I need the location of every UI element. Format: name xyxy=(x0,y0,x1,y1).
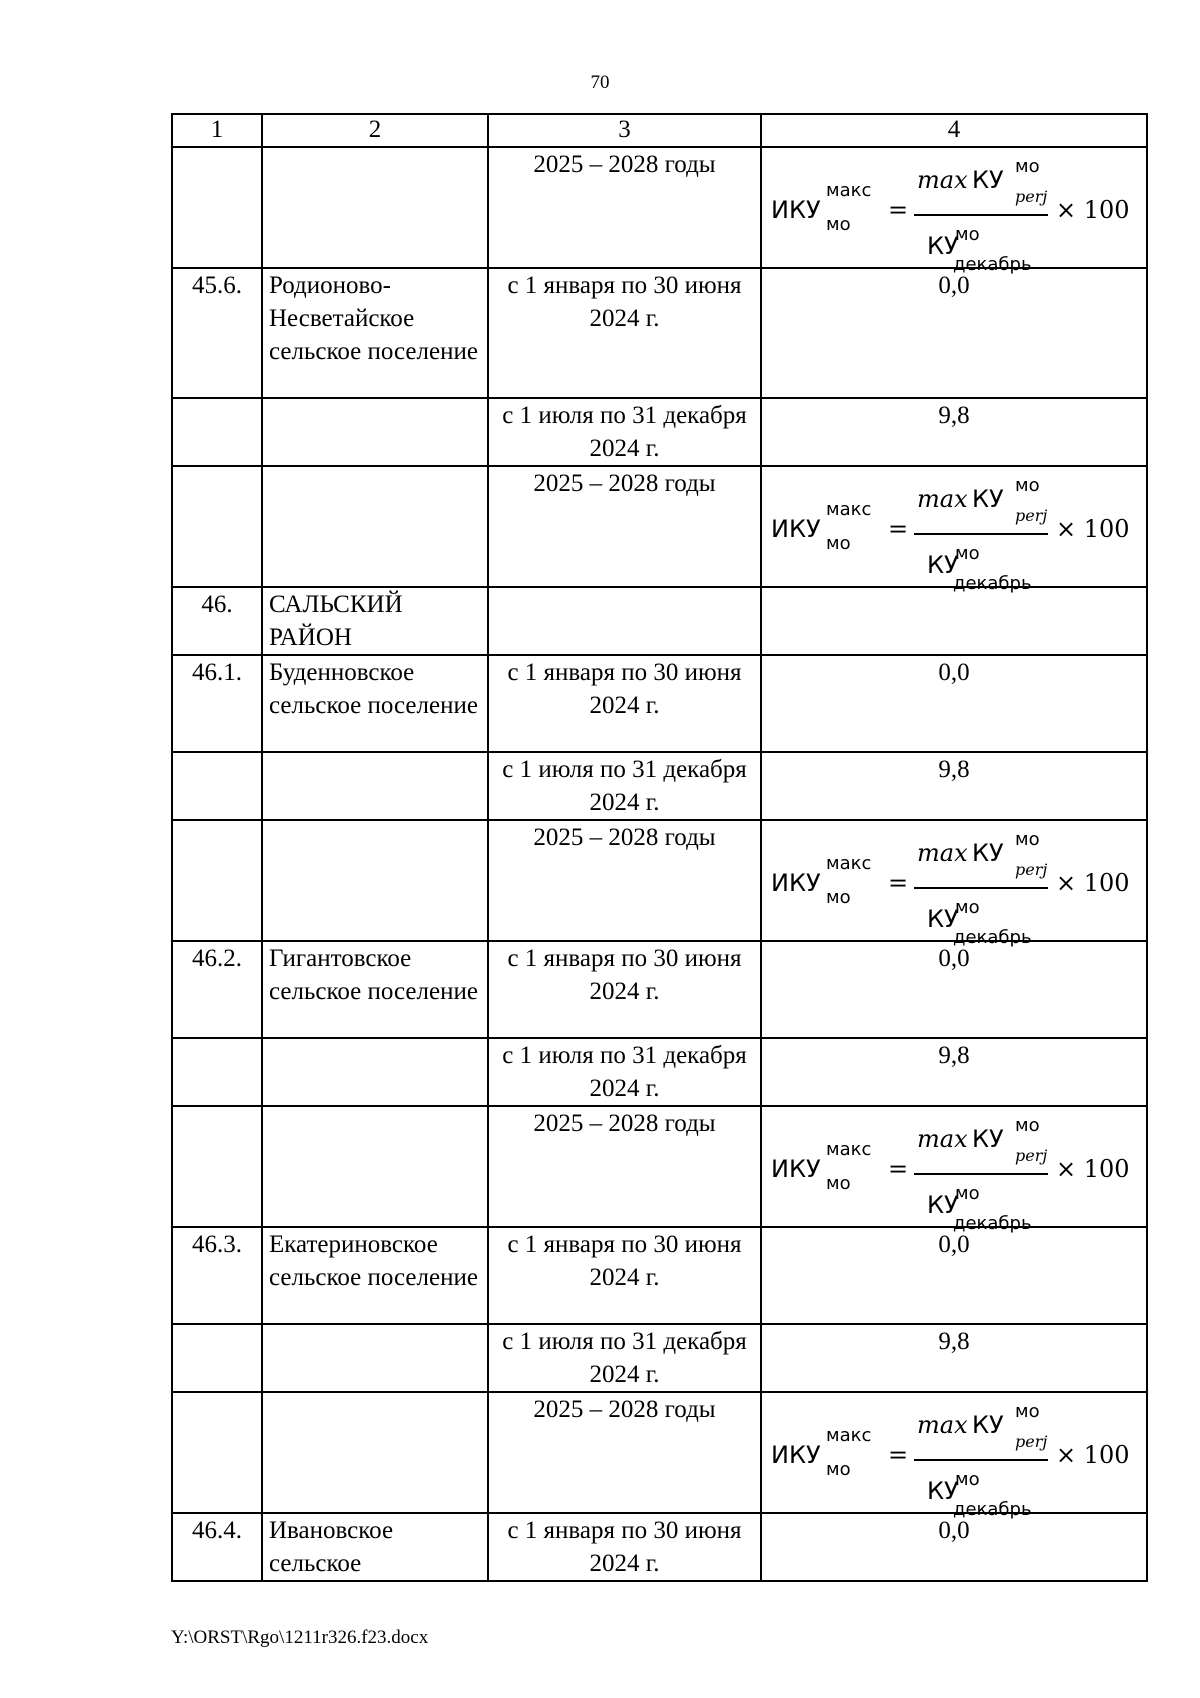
formula-denominator xyxy=(915,1177,1055,1234)
table-row xyxy=(172,466,1147,587)
formula-cell xyxy=(761,1392,1147,1520)
table-row xyxy=(172,1324,1147,1392)
formula-lhs-sup: макс xyxy=(826,180,872,201)
municipality-name: Екатериновское сельское поселение xyxy=(262,1227,488,1324)
formula-numer-sup: мо xyxy=(1015,156,1040,177)
municipality-name xyxy=(262,1106,488,1227)
index-value: 0,0 xyxy=(761,1227,1147,1324)
period-cell: с 1 июля по 31 декабря 2024 г. xyxy=(488,398,761,466)
district-name: САЛЬСКИЙ РАЙОН xyxy=(262,587,488,655)
formula-equals: = xyxy=(888,1155,909,1183)
formula-denom-sub: декабрь xyxy=(953,927,1032,948)
table-row xyxy=(172,147,1147,268)
formula-lhs: ИКУ xyxy=(771,515,821,543)
row-number: 46.1. xyxy=(172,655,262,752)
file-path-footer: Y:\ORST\Rgo\1211r326.f23.docx xyxy=(171,1627,429,1648)
formula-lhs-sup: макс xyxy=(826,853,872,874)
formula-equals: = xyxy=(888,1441,909,1469)
index-formula xyxy=(768,1393,1140,1520)
formula-denom-ku: КУ xyxy=(927,1477,959,1505)
formula-times: × 100 xyxy=(1056,869,1130,897)
formula-numer-ku: КУ xyxy=(972,839,1004,867)
index-value: 0,0 xyxy=(761,655,1147,752)
municipality-name xyxy=(262,147,488,268)
period-cell: с 1 января по 30 июня 2024 г. xyxy=(488,268,761,398)
index-formula xyxy=(768,821,1140,948)
formula-numerator xyxy=(915,1395,1055,1457)
formula-numer-sup: мо xyxy=(1015,1401,1040,1422)
formula-denom-sup: мо xyxy=(955,543,980,564)
formula-denom-ku: КУ xyxy=(927,551,959,579)
formula-numerator xyxy=(915,823,1055,885)
period-cell: 2025 – 2028 годы xyxy=(488,147,761,268)
row-number xyxy=(172,820,262,941)
row-number xyxy=(172,398,262,466)
table-row xyxy=(172,752,1147,820)
formula-numer-ku: КУ xyxy=(972,1125,1004,1153)
formula-lhs-sub: мо xyxy=(826,887,851,908)
formula-lhs: ИКУ xyxy=(771,1155,821,1183)
formula-numer-sub: perj xyxy=(1015,506,1048,525)
header-row xyxy=(172,114,1147,147)
formula-lhs-sup: макс xyxy=(826,1139,872,1160)
tariff-table xyxy=(171,113,1148,1582)
formula-denom-sup: мо xyxy=(955,224,980,245)
formula-denom-ku: КУ xyxy=(927,1191,959,1219)
table-row xyxy=(172,1038,1147,1106)
header-cell: 2 xyxy=(262,114,488,147)
municipality-name: Гигантовское сельское поселение xyxy=(262,941,488,1038)
formula-equals: = xyxy=(888,196,909,224)
row-number: 46.4. xyxy=(172,1513,262,1581)
formula-denominator xyxy=(915,1463,1055,1520)
period-cell: с 1 января по 30 июня 2024 г. xyxy=(488,1513,761,1581)
formula-cell xyxy=(761,1106,1147,1234)
formula-lhs-sub: мо xyxy=(826,214,851,235)
formula-denom-ku: КУ xyxy=(927,905,959,933)
row-number: 45.6. xyxy=(172,268,262,398)
table-row xyxy=(172,820,1147,941)
formula-denominator xyxy=(915,537,1055,594)
fraction-bar xyxy=(914,1459,1048,1461)
index-value: 9,8 xyxy=(761,1324,1147,1392)
municipality-name xyxy=(262,1038,488,1106)
formula-equals: = xyxy=(888,515,909,543)
index-value: 0,0 xyxy=(761,268,1147,398)
period-cell: 2025 – 2028 годы xyxy=(488,1392,761,1513)
municipality-name xyxy=(262,820,488,941)
formula-max: max xyxy=(917,485,968,513)
header-cell: 1 xyxy=(172,114,262,147)
fraction-bar xyxy=(914,1173,1048,1175)
formula-lhs: ИКУ xyxy=(771,196,821,224)
row-number xyxy=(172,752,262,820)
period-cell: 2025 – 2028 годы xyxy=(488,820,761,941)
formula-times: × 100 xyxy=(1056,1155,1130,1183)
formula-denom-sup: мо xyxy=(955,897,980,918)
formula-denom-sub: декабрь xyxy=(953,254,1032,275)
header-cell: 3 xyxy=(488,114,761,147)
formula-cell xyxy=(761,147,1147,275)
page-number: 70 xyxy=(590,72,610,93)
municipality-name xyxy=(262,466,488,587)
formula-numer-sub: perj xyxy=(1015,187,1048,206)
table-row xyxy=(172,941,1147,1038)
table-row xyxy=(172,655,1147,752)
municipality-name xyxy=(262,1392,488,1513)
municipality-name: Ивановское сельское xyxy=(262,1513,488,1581)
period-cell: с 1 января по 30 июня 2024 г. xyxy=(488,1227,761,1324)
period-cell: с 1 января по 30 июня 2024 г. xyxy=(488,655,761,752)
municipality-name: Родионово-Несветайское сельское поселение xyxy=(262,268,488,398)
fraction-bar xyxy=(914,214,1048,216)
formula-numerator xyxy=(915,150,1055,212)
formula-max: max xyxy=(917,839,968,867)
formula-numer-ku: КУ xyxy=(972,166,1004,194)
municipality-name xyxy=(262,752,488,820)
formula-denom-sub: декабрь xyxy=(953,1213,1032,1234)
header-cell: 4 xyxy=(761,114,1147,147)
formula-denom-sup: мо xyxy=(955,1469,980,1490)
formula-numer-sub: perj xyxy=(1015,1432,1048,1451)
formula-numer-ku: КУ xyxy=(972,1411,1004,1439)
formula-max: max xyxy=(917,166,968,194)
row-number: 46. xyxy=(172,587,262,655)
municipality-name: Буденновское сельское поселение xyxy=(262,655,488,752)
table-row xyxy=(172,268,1147,398)
index-value: 9,8 xyxy=(761,398,1147,466)
formula-denom-sup: мо xyxy=(955,1183,980,1204)
row-number xyxy=(172,1324,262,1392)
formula-numer-sub: perj xyxy=(1015,860,1048,879)
formula-lhs: ИКУ xyxy=(771,869,821,897)
formula-lhs-sup: макс xyxy=(826,1425,872,1446)
index-value: 9,8 xyxy=(761,1038,1147,1106)
formula-numer-sub: perj xyxy=(1015,1146,1048,1165)
formula-lhs-sup: макс xyxy=(826,499,872,520)
row-number xyxy=(172,1106,262,1227)
index-formula xyxy=(768,148,1140,275)
formula-cell xyxy=(761,466,1147,594)
fraction-bar xyxy=(914,533,1048,535)
formula-times: × 100 xyxy=(1056,196,1130,224)
period-cell: 2025 – 2028 годы xyxy=(488,466,761,587)
formula-numerator xyxy=(915,1109,1055,1171)
period-cell xyxy=(488,587,761,655)
index-value: 0,0 xyxy=(761,1513,1147,1581)
formula-cell xyxy=(761,820,1147,948)
formula-denom-sub: декабрь xyxy=(953,1499,1032,1520)
municipality-name xyxy=(262,398,488,466)
period-cell: с 1 июля по 31 декабря 2024 г. xyxy=(488,752,761,820)
formula-max: max xyxy=(917,1125,968,1153)
formula-numer-sup: мо xyxy=(1015,1115,1040,1136)
formula-lhs-sub: мо xyxy=(826,1173,851,1194)
row-number: 46.3. xyxy=(172,1227,262,1324)
formula-times: × 100 xyxy=(1056,515,1130,543)
row-number: 46.2. xyxy=(172,941,262,1038)
formula-numer-sup: мо xyxy=(1015,475,1040,496)
index-formula xyxy=(768,467,1140,594)
formula-max: max xyxy=(917,1411,968,1439)
formula-lhs-sub: мо xyxy=(826,1459,851,1480)
row-number xyxy=(172,1038,262,1106)
table-row xyxy=(172,1106,1147,1227)
formula-numerator xyxy=(915,469,1055,531)
index-value: 9,8 xyxy=(761,752,1147,820)
formula-denominator xyxy=(915,891,1055,948)
formula-denom-ku: КУ xyxy=(927,232,959,260)
formula-numer-sup: мо xyxy=(1015,829,1040,850)
formula-denominator xyxy=(915,218,1055,275)
formula-denom-sub: декабрь xyxy=(953,573,1032,594)
period-cell: с 1 июля по 31 декабря 2024 г. xyxy=(488,1038,761,1106)
formula-numer-ku: КУ xyxy=(972,485,1004,513)
index-value: 0,0 xyxy=(761,941,1147,1038)
row-number xyxy=(172,1392,262,1513)
table-row xyxy=(172,1227,1147,1324)
period-cell: с 1 января по 30 июня 2024 г. xyxy=(488,941,761,1038)
index-formula xyxy=(768,1107,1140,1234)
period-cell: 2025 – 2028 годы xyxy=(488,1106,761,1227)
municipality-name xyxy=(262,1324,488,1392)
period-cell: с 1 июля по 31 декабря 2024 г. xyxy=(488,1324,761,1392)
formula-lhs: ИКУ xyxy=(771,1441,821,1469)
formula-equals: = xyxy=(888,869,909,897)
row-number xyxy=(172,466,262,587)
formula-lhs-sub: мо xyxy=(826,533,851,554)
table-row xyxy=(172,398,1147,466)
formula-times: × 100 xyxy=(1056,1441,1130,1469)
table-row xyxy=(172,1392,1147,1513)
fraction-bar xyxy=(914,887,1048,889)
row-number xyxy=(172,147,262,268)
